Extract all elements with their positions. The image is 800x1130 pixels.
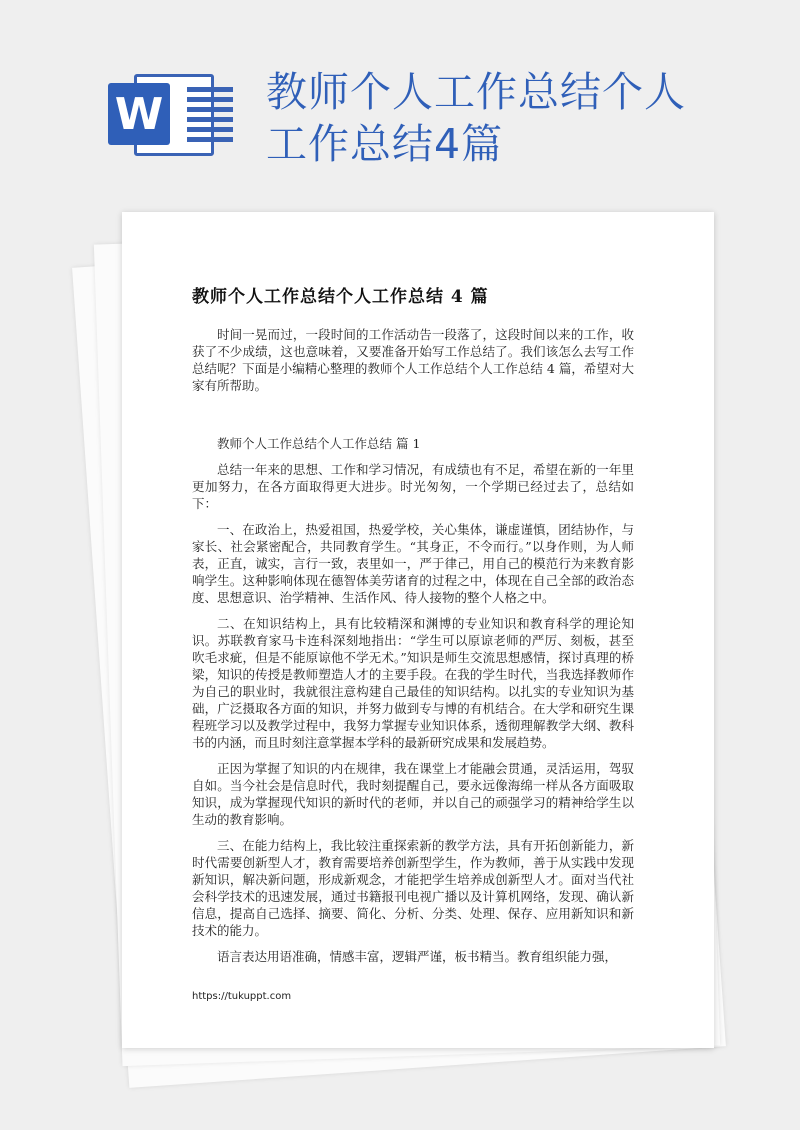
word-document-icon [108,74,214,156]
body-paragraph-2: 一、在政治上，热爱祖国，热爱学校，关心集体，谦虚谨慎，团结协作，与家长、社会紧密配合，共同教育学生。“其身正，不令而行。”以身作则，为人师表，正直，诚实，言行一致，表里如一，严于律己，用自己的模范行为来教育影响学生。这种影响体现在德智体美劳诸育的过程之中，体现在自己全部的政治态度、思想意识、治学精神、生活作风、待人接物的整个人格之中。 [192,522,634,605]
body-paragraph-1: 总结一年来的思想、工作和学习情况，有成绩也有不足，希望在新的一年里更加努力，在各方面取得更大进步。时光匆匆，一个学期已经过去了，总结如下： [192,462,634,511]
body-paragraph-4: 正因为掌握了知识的内在规律，我在课堂上才能融会贯通，灵活运用，驾驭自如。当今社会是信息时代，我时刻提醒自己，要永远像海绵一样从各方面吸取知识，成为掌握现代知识的新时代的老师，并以自己的顽强学习的精神给学生以生动的教育影响。 [192,761,634,827]
document-title: 教师个人工作总结个人工作总结 4 篇 [192,287,489,307]
page-title-line-1: 教师个人工作总结个人 [266,68,686,116]
section-heading: 教师个人工作总结个人工作总结 篇 1 [217,436,421,451]
page-header [0,0,800,200]
document-body [192,326,634,965]
word-icon-lines [187,87,233,149]
body-paragraph-3: 二、在知识结构上，具有比较精深和渊博的专业知识和教育科学的理论知识。苏联教育家马卡连科深刻地指出：“学生可以原谅老师的严厉、刻板，甚至吹毛求疵，但是不能原谅他不学无术。”知识是师生交流思想感情，探讨真理的桥梁，知识的传授是教师塑造人才的主要手段。在我的学生时代，当我选择教师作为自己的职业时，我就很注意构建自己最佳的知识结构。以扎实的专业知识为基础，广泛摄取各方面的知识，并努力做到专与博的有机结合。在大学和研究生课程班学习以及教学过程中，我努力掌握专业知识体系，透彻理解教学大纲、教科书的内涵，而且时刻注意掌握本学科的最新研究成果和发展趋势。 [192,616,634,750]
body-paragraph-6: 语言表达用语准确，情感丰富，逻辑严谨，板书精当。教育组织能力强， [217,949,618,964]
page-title-line-2: 工作总结4篇 [266,120,504,168]
word-icon-letter: W [108,83,170,145]
body-paragraph-5: 三、在能力结构上，我比较注重探索新的教学方法，具有开拓创新能力，新时代需要创新型人才，教育需要培养创新型学生，作为教师，善于从实践中发现新知识，解决新问题，形成新观念，才能把学生培养成创新型人才。面对当代社会科学技术的迅速发展，通过书籍报刊电视广播以及计算机网络，发现、确认新信息，提高自己选择、摘要、简化、分析、分类、处理、保存、应用新知识和新技术的能力。 [192,838,634,938]
footer-url[interactable]: https://tukuppt.com [192,991,292,1002]
intro-paragraph: 时间一晃而过，一段时间的工作活动告一段落了，这段时间以来的工作，收获了不少成绩，这也意味着，又要准备开始写工作总结了。我们该怎么去写工作总结呢？下面是小编精心整理的教师个人工作总结个人工作总结 4 篇，希望对大家有所帮助。 [192,327,634,393]
page-title [266,66,706,170]
